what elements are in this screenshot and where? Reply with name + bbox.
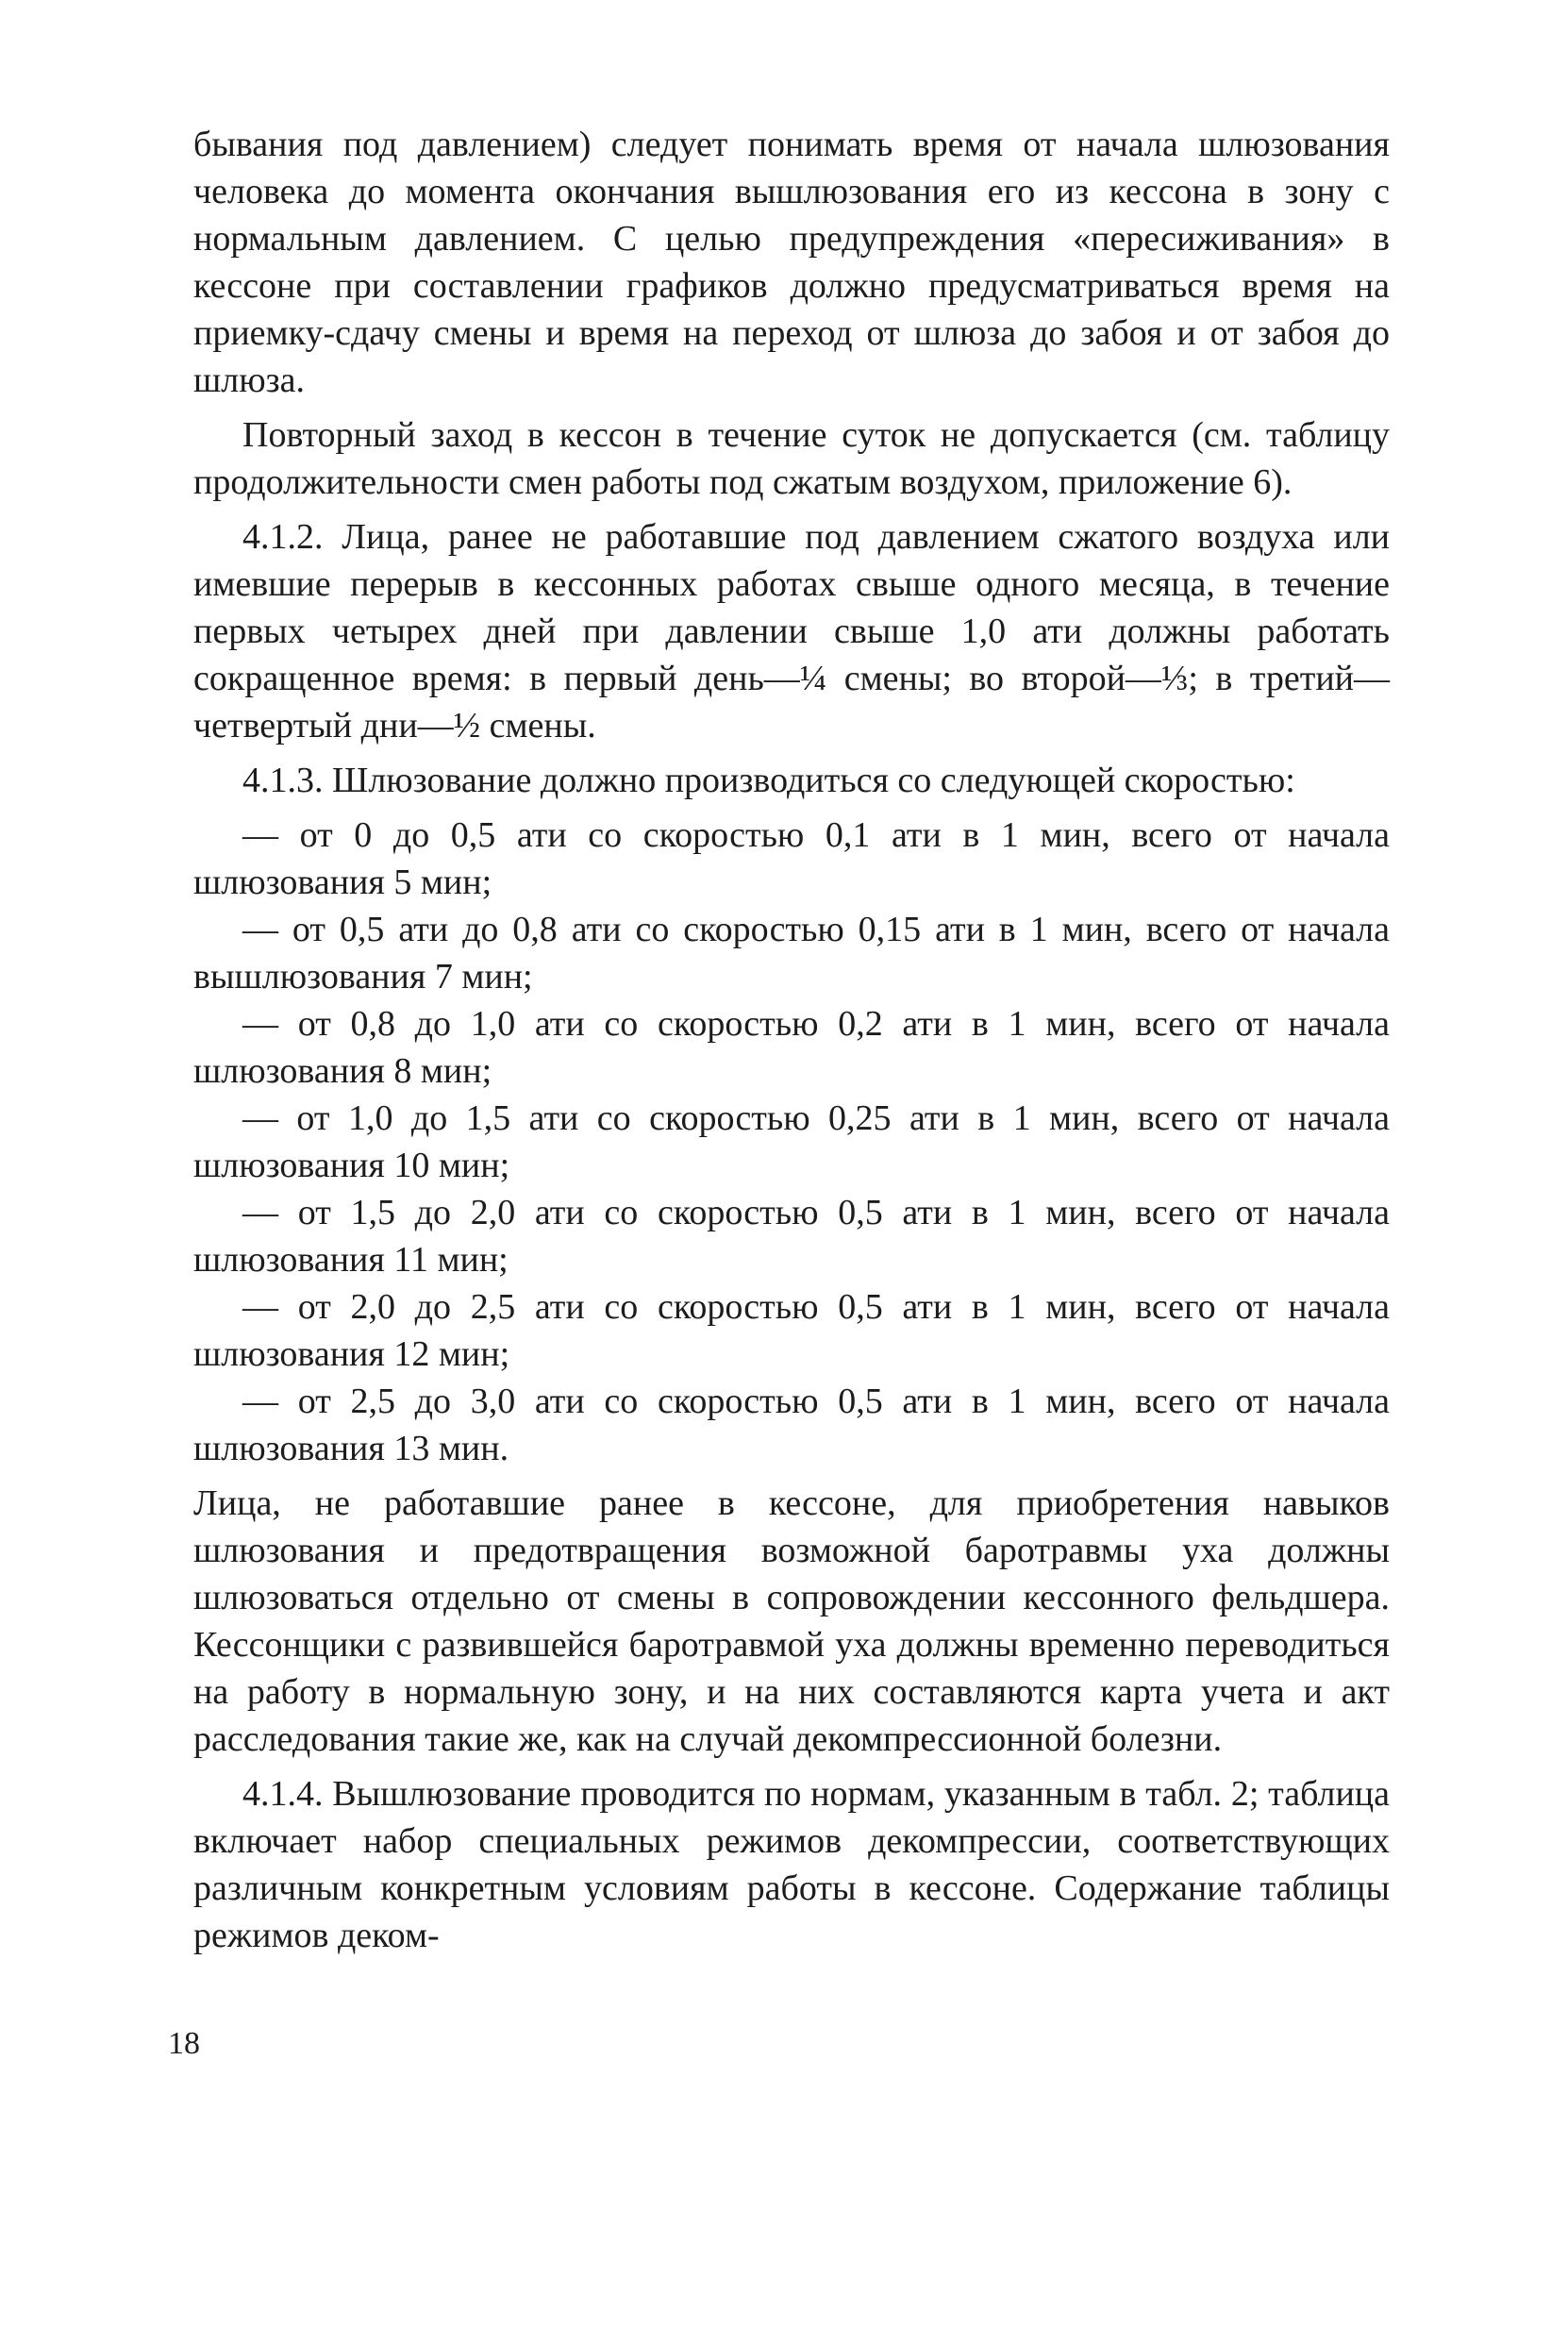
paragraph-4-1-4: 4.1.4. Вышлюзование проводится по нормам, указанным в табл. 2; таблица включает набор специальных режимов декомпрессии, соответствующих различным конкретным условиям работы в кессоне. Содержание таблицы режимов деком- bbox=[193, 1774, 1390, 1955]
list-item: — от 1,0 до 1,5 ати со скоростью 0,25 ати в 1 мин, всего от начала шлюзования 10 мин; bbox=[193, 1098, 1390, 1185]
list-item: — от 2,0 до 2,5 ати со скоростью 0,5 ати в 1 мин, всего от начала шлюзования 12 мин; bbox=[193, 1287, 1390, 1374]
page-number: 18 bbox=[168, 2026, 200, 2061]
paragraph-barotrauma: Лица, не работавшие ранее в кессоне, для приобретения навыков шлюзования и предотвращения возможной баротравмы уха должны шлюзоваться отдельно от смены в сопровождении кессонного фельдшера. Кессонщики с развившейся баротравмой уха должны временно переводиться на работу в нормальную зону, и на них составляются карта учета и акт расследования такие же, как на случай декомпрессионной болезни. bbox=[193, 1483, 1390, 1759]
paragraph-repeat-entry: Повторный заход в кессон в течение суток не допускается (см. таблицу продолжительности смен работы под сжатым воздухом, приложение 6). bbox=[193, 415, 1390, 502]
paragraph-4-1-3: 4.1.3. Шлюзование должно производиться со следующей скоростью: bbox=[242, 761, 1295, 800]
list-item: — от 1,5 до 2,0 ати со скоростью 0,5 ати в 1 мин, всего от начала шлюзования 11 мин; bbox=[193, 1193, 1390, 1280]
paragraph-4-1-2: 4.1.2. Лица, ранее не работавшие под давлением сжатого воздуха или имевшие перерыв в кессонных работах свыше одного месяца, в течение первых четырех дней при давлении свыше 1,0 ати должны работать сокращенное время: в первый день—¼ смены; во второй—⅓; в третий—четвертый дни—½ смены. bbox=[193, 517, 1390, 745]
list-item: — от 0,8 до 1,0 ати со скоростью 0,2 ати в 1 мин, всего от начала шлюзования 8 мин; bbox=[193, 1004, 1390, 1091]
list-item: — от 2,5 до 3,0 ати со скоростью 0,5 ати в 1 мин, всего от начала шлюзования 13 мин. bbox=[193, 1382, 1390, 1468]
list-item: — от 0 до 0,5 ати со скоростью 0,1 ати в 1 мин, всего от начала шлюзования 5 мин; bbox=[193, 815, 1390, 902]
paragraph-continuation: бывания под давлением) следует понимать время от начала шлюзования человека до момента окончания вышлюзования его из кессона в зону с нормальным давлением. С целью предупреждения «пересиживания» в кессоне при составлении графиков должно предусматриваться время на приемку-сдачу смены и время на переход от шлюза до забоя и от забоя до шлюза. bbox=[193, 125, 1390, 400]
list-item: — от 0,5 ати до 0,8 ати со скоростью 0,15 ати в 1 мин, всего от начала вышлюзования 7 мин; bbox=[193, 910, 1390, 997]
page-body bbox=[193, 121, 1390, 1967]
